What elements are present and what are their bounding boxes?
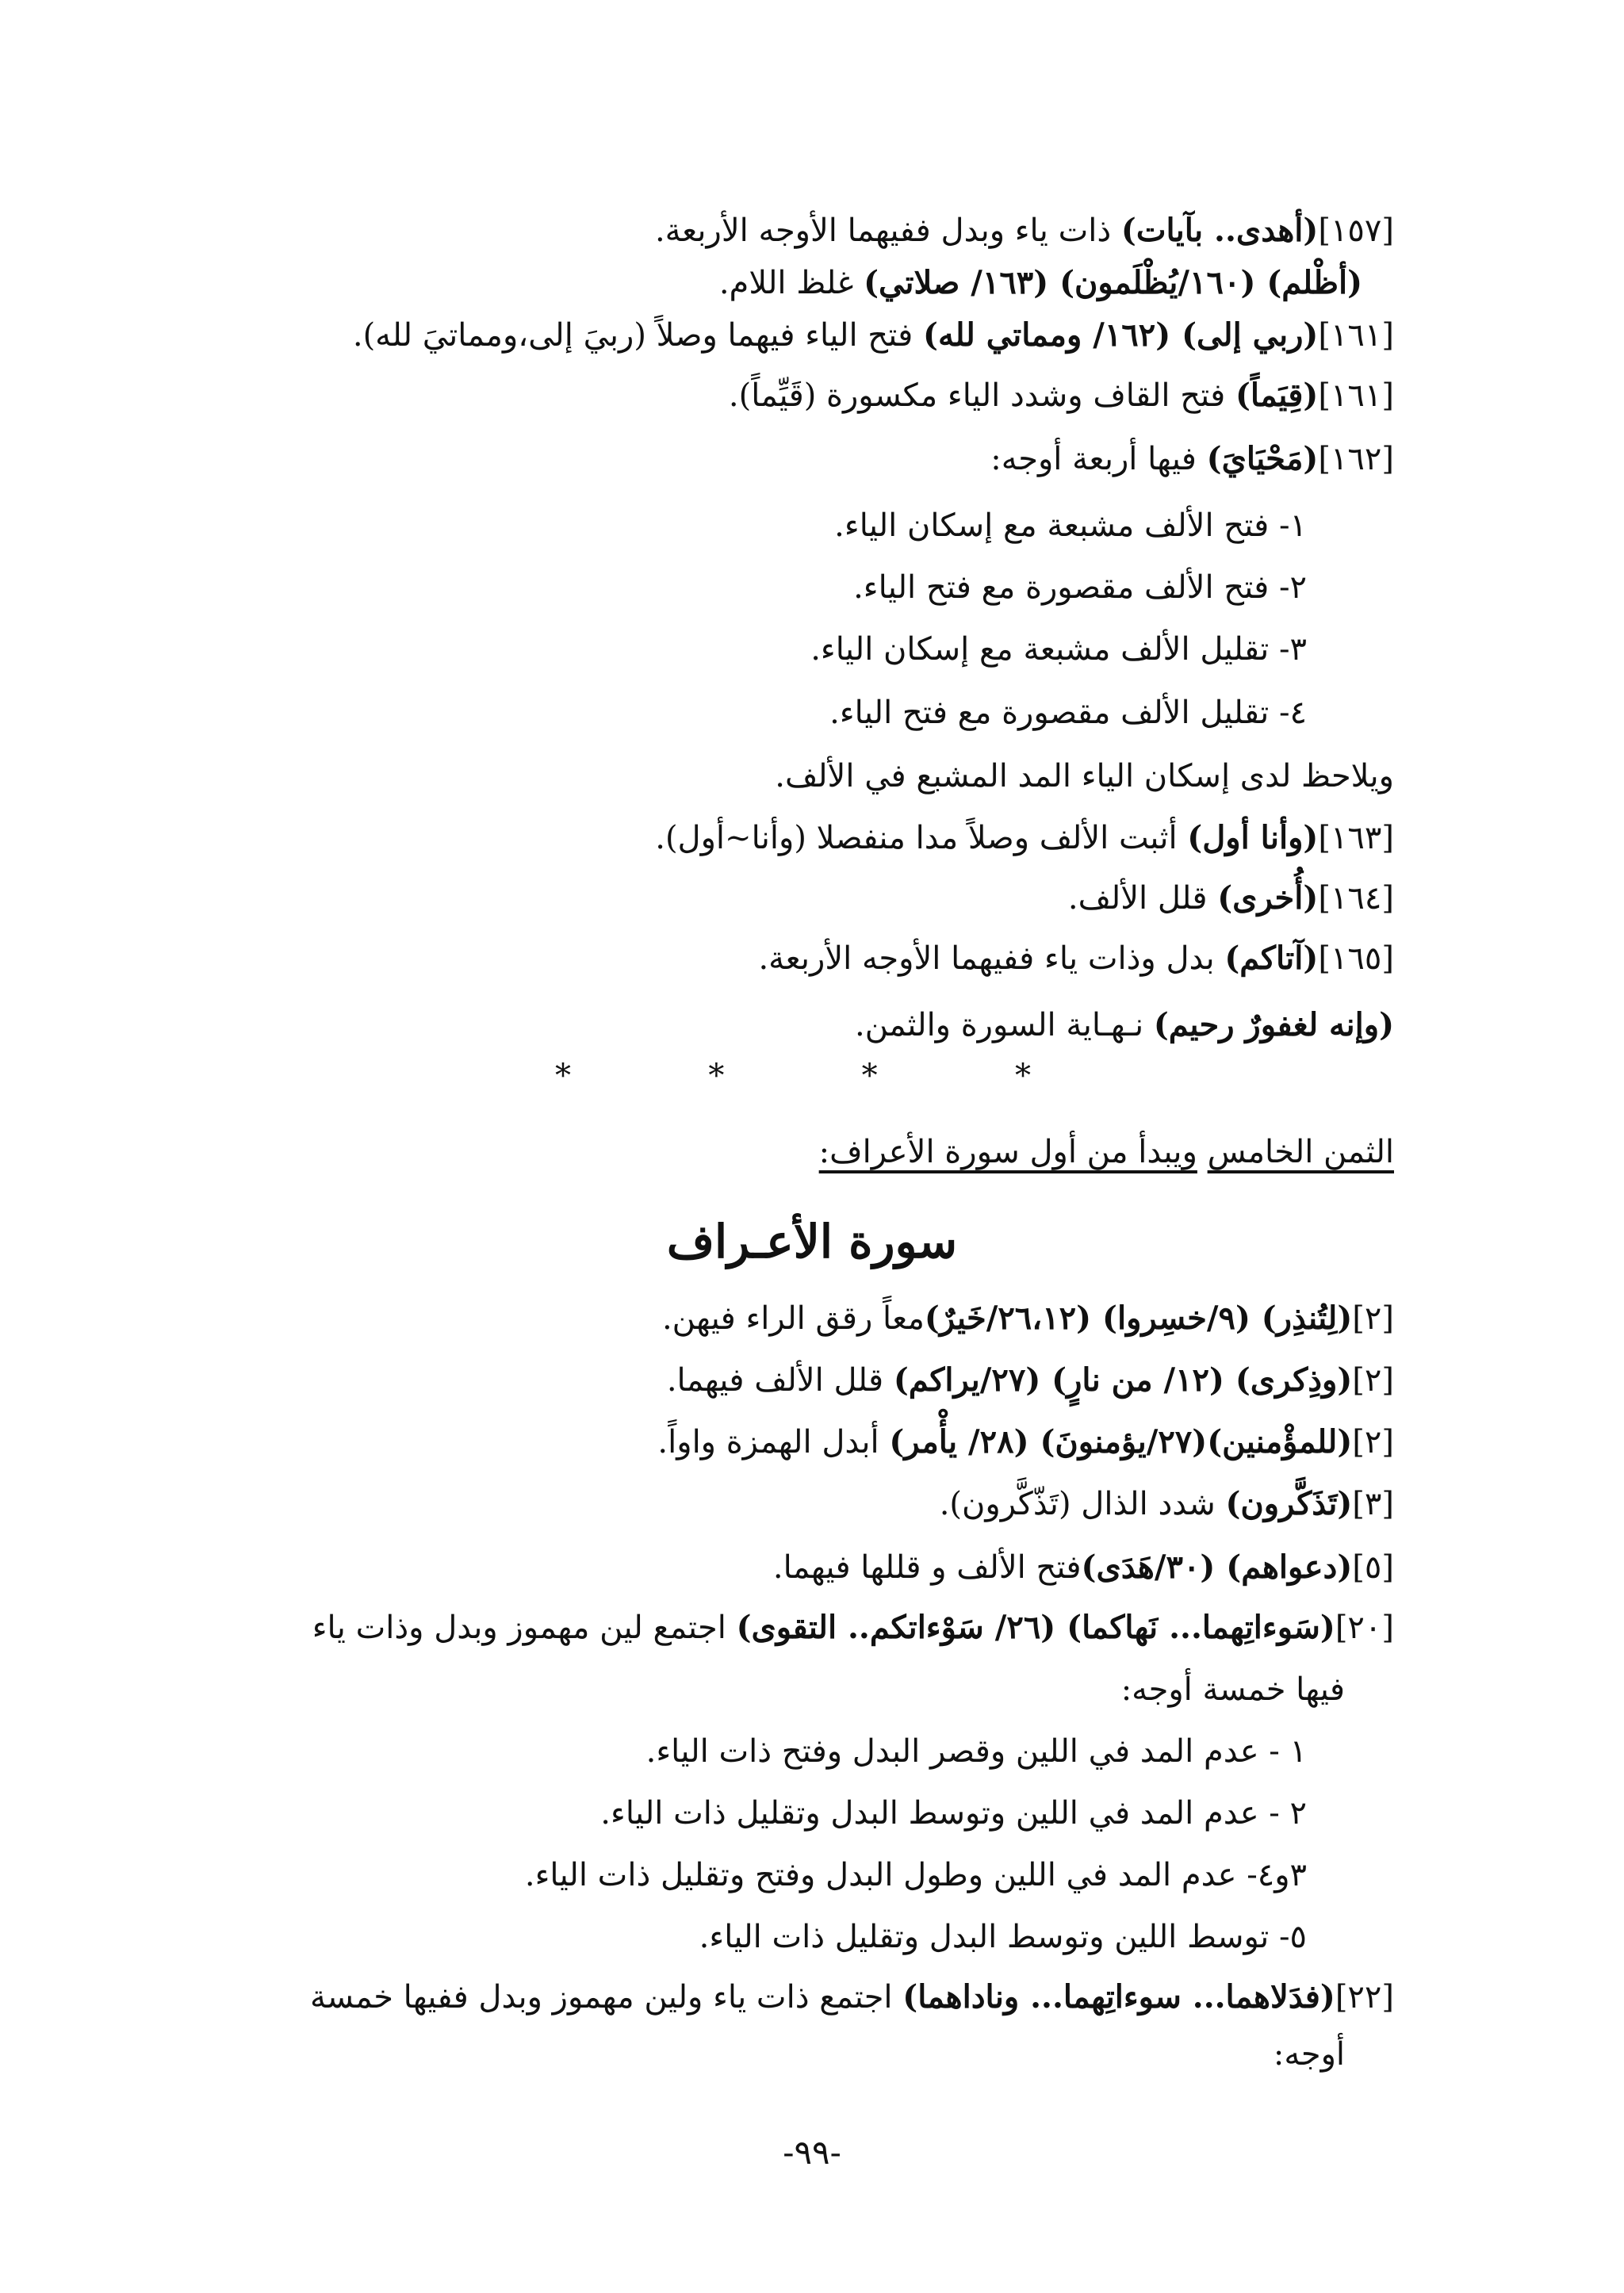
list-item <box>853 565 1307 611</box>
entry-line <box>312 1605 1394 1651</box>
entry-line <box>758 936 1394 982</box>
rule-text: أوجه: <box>1273 2036 1345 2073</box>
rule-text: نـهـاية السورة والثمن. <box>855 1007 1144 1043</box>
word-bold: (دعواهم) (٣٠/هَدَى) <box>1081 1548 1353 1586</box>
word-bold: (أهدى.. بآيات) <box>1120 212 1319 249</box>
verse-ref: [٥] <box>1352 1549 1394 1586</box>
verse-ref: [٢] <box>1352 1300 1394 1337</box>
verse-ref: [٢٠] <box>1335 1610 1394 1646</box>
word-bold: (فدَلاهما... سوءاتِهما... وناداهما) <box>902 1978 1335 2015</box>
entry-line <box>657 1419 1394 1465</box>
entry-line <box>310 1974 1394 2020</box>
rule-text: أبدل الهمزة واواً. <box>657 1424 879 1460</box>
verse-ref: [١٥٧] <box>1318 212 1394 249</box>
word-bold: (أظْلم) (١٦٠/يُظْلَمون) (١٦٣/ صلاتي) <box>864 264 1362 301</box>
word-bold: (ربي إلى) (١٦٢/ ومماتي لله) <box>923 316 1319 354</box>
entry-line <box>353 312 1394 358</box>
word-bold: (وإنه لغفورٌ رحيم) <box>1153 1006 1394 1043</box>
rule-text: شدد الذال (تَذّكَّرون). <box>939 1486 1216 1522</box>
surah-title: سورة الأعـراف <box>666 1215 958 1269</box>
word-bold: (وأنا أول) <box>1187 819 1319 856</box>
rule-text: ٢- فتح الألف مقصورة مع فتح الياء. <box>853 569 1307 606</box>
entry-line <box>940 1481 1394 1527</box>
list-item <box>525 1852 1307 1898</box>
verse-ref: [١٦١] <box>1318 317 1394 354</box>
list-item <box>810 626 1307 672</box>
entry-line <box>990 436 1394 482</box>
star-separator <box>555 1058 1031 1094</box>
rule-text: ويلاحظ لدى إسكان الياء المد المشبع في الألف. <box>775 758 1394 794</box>
word-bold: (آتاكم) <box>1224 940 1319 977</box>
rule-text: بدل وذات ياء ففيهما الأوجه الأربعة. <box>758 940 1215 977</box>
star: * <box>555 1058 571 1094</box>
word-bold: (للمؤْمنين)(٢٧/يؤمنونَ) (٢٨/ يأْمر) <box>889 1423 1353 1460</box>
rule-text: فيها أربعة أوجه: <box>990 441 1197 477</box>
rule-text: فيها خمسة أوجه: <box>1120 1671 1345 1708</box>
word-bold: (قِيَماً) <box>1235 377 1319 414</box>
continuation-line <box>1121 1667 1345 1713</box>
list-item <box>834 503 1307 549</box>
list-item <box>646 1728 1307 1774</box>
word-bold: (أُخرى) <box>1217 879 1319 917</box>
rule-text: فتح الألف و قللها فيهما. <box>772 1549 1082 1586</box>
rule-text: فتح القاف وشدد الياء مكسورة (قَيِّماً). <box>728 377 1226 414</box>
rule-text: ١ - عدم المد في اللين وقصر البدل وفتح ذات الياء. <box>645 1733 1307 1770</box>
word-bold: (لِتُنذِر) (٩/خسِروا) (٢٦،١٢/خَيرٌ) <box>924 1300 1353 1337</box>
rule-text: ٣- تقليل الألف مشبعة مع إسكان الياء. <box>810 631 1307 668</box>
entry-line <box>729 373 1394 419</box>
verse-ref: [١٦٤] <box>1318 880 1394 917</box>
entry-line <box>855 1002 1394 1048</box>
entry-line <box>773 1545 1394 1591</box>
rule-text: ٣و٤- عدم المد في اللين وطول البدل وفتح وتقليل ذات الياء. <box>524 1857 1307 1893</box>
rule-text: قلل الألف فيهما. <box>666 1362 884 1399</box>
star: * <box>1014 1058 1031 1094</box>
rule-text: أثبت الألف وصلاً مدا منفصلا (وأنا~أول). <box>655 820 1178 856</box>
entry-line <box>655 815 1394 861</box>
verse-ref: [٢] <box>1352 1362 1394 1399</box>
rule-text: فتح الياء فيهما وصلاً (ربيَ إلى،ومماتيَ لله). <box>352 317 914 354</box>
section-label: الثمن الخامس <box>1207 1134 1394 1170</box>
rule-text: ٤- تقليل الألف مقصورة مع فتح الياء. <box>829 695 1307 731</box>
rule-text: ٥- توسط اللين وتوسط البدل وتقليل ذات الياء. <box>699 1919 1307 1955</box>
list-item <box>600 1790 1307 1836</box>
word-bold: (سَوءاتِهما... نَهاكما) (٢٦/ سَوْءاتكم.. التقوى) <box>736 1609 1335 1646</box>
verse-ref: [٢٢] <box>1335 1979 1394 2015</box>
word-bold: (وذِكرى) (١٢/ من نارٍ) (٢٧/يراكم) <box>893 1361 1353 1399</box>
rule-text: اجتمع ذات ياء ولين مهموز وبدل ففيها خمسة <box>309 1979 893 2015</box>
list-item <box>829 690 1307 736</box>
entry-line <box>719 260 1362 306</box>
entry-line <box>667 1357 1394 1403</box>
entry-line <box>655 208 1394 254</box>
rule-text: اجتمع لين مهموز وبدل وذات ياء <box>312 1610 726 1646</box>
word-bold: (تَذَكَّرون) <box>1225 1485 1353 1522</box>
section-note-text: ويبدأ من أول سورة الأعراف: <box>818 1134 1197 1170</box>
rule-text: غلظ اللام. <box>718 265 854 301</box>
rule-text: ٢ - عدم المد في اللين وتوسط البدل وتقليل ذات الياء. <box>600 1795 1307 1832</box>
verse-ref: [١٦٢] <box>1318 441 1394 477</box>
entry-line <box>1068 875 1394 921</box>
verse-ref: [٣] <box>1352 1486 1394 1522</box>
entry-line <box>662 1296 1394 1342</box>
verse-ref: [١٦٥] <box>1318 940 1394 977</box>
note-line <box>775 753 1394 799</box>
continuation-line <box>1274 2031 1345 2077</box>
star: * <box>708 1058 725 1094</box>
rule-text: ١- فتح الألف مشبعة مع إسكان الياء. <box>834 507 1307 544</box>
page-number: -٩٩- <box>783 2133 841 2172</box>
rule-text: قلل الألف. <box>1067 880 1208 917</box>
word-bold: (مَحْيَايَ) <box>1206 440 1319 477</box>
verse-ref: [١٦١] <box>1318 377 1394 414</box>
rule-text: ذات ياء وبدل ففيهما الأوجه الأربعة. <box>654 212 1112 249</box>
verse-ref: [١٦٣] <box>1318 820 1394 856</box>
rule-text: معاً رقق الراء فيهن. <box>661 1300 925 1337</box>
verse-ref: [٢] <box>1352 1424 1394 1460</box>
star: * <box>861 1058 878 1094</box>
section-note <box>819 1129 1394 1175</box>
list-item <box>699 1914 1307 1960</box>
